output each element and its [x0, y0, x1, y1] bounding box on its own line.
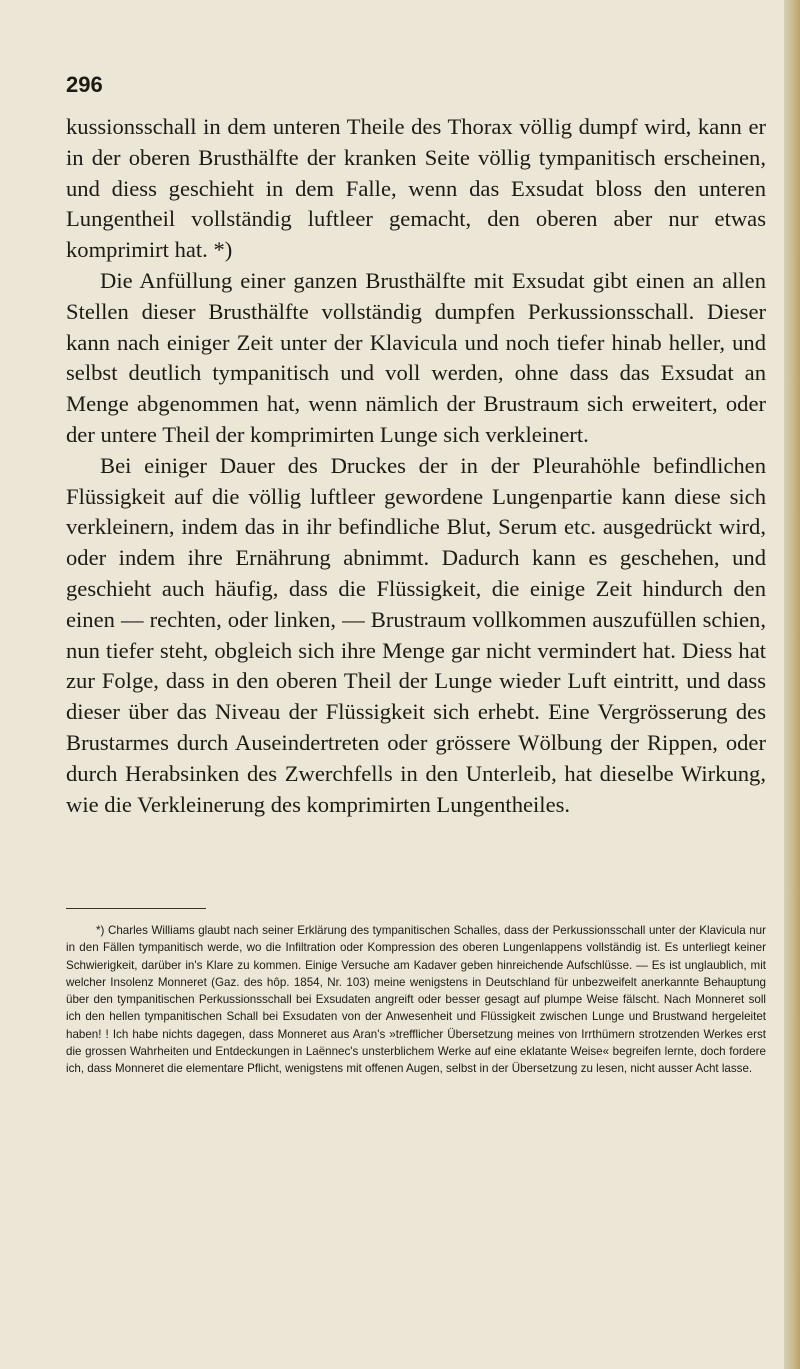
footnote: *) Charles Williams glaubt nach seiner Erklärung des tympanitischen Schalles, dass der Perkussionsschall unter der Klavicula nur in den Fällen tympanitisch werde, wo die Infiltration oder Kompression des oberen Lungenlappens vollständig ist. Es unterliegt keiner Schwierigkeit, darüber in's Klare zu kommen. Einige Versuche am Kadaver geben hinreichende Aufschlüsse. — Es ist unglaublich, mit welcher Insolenz Monneret (Gaz. des hôp. 1854, Nr. 103) meine wenigstens in Deutschland für unbezweifelt anerkannte Behauptung über den tympanitischen Perkussionsschall bei Exsudaten angreift oder besser gesagt auf plumpe Weise fälscht. Nach Monneret soll ich den hellen tympanitischen Schall bei Exsudaten von der Anwesenheit und Flüssigkeit zwischen Lunge und Brustwand hergeleitet haben! ! Ich habe nichts dagegen, dass Monneret aus Aran's »trefflicher Übersetzung meines von Irrthümern strotzenden Werkes erst die grossen Wahrheiten und Entdeckungen in Laënnec's unsterblichem Werke auf eine eklatante Weise« begreifen lernte, doch fordere ich, dass Monneret die elementare Pflicht, wenigstens mit offenen Augen, selbst in der Übersetzung zu lesen, nicht ausser Acht lasse.	[66, 924, 766, 1076]
paragraph-3: Bei einiger Dauer des Druckes der in der Pleurahöhle befindlichen Flüssigkeit auf die völlig luftleer gewordene Lungenpartie kann diese sich verkleinern, indem das in ihr befindliche Blut, Serum etc. ausgedrückt wird, oder indem ihre Ernährung abnimmt. Dadurch kann es geschehen, und geschieht auch häufig, dass die Flüssigkeit, die einige Zeit hindurch den einen — rechten, oder linken, — Brustraum vollkommen auszufüllen schien, nun tiefer steht, obgleich sich ihre Menge gar nicht vermindert hat. Diess hat zur Folge, dass in den oberen Theil der Lunge wieder Luft eintritt, und dass dieser über das Niveau der Flüssigkeit sich erhebt. Eine Vergrösserung des Brustarmes durch Auseindertreten oder grössere Wölbung der Rippen, oder durch Herabsinken des Zwerchfells in den Unterleib, hat dieselbe Wirkung, wie die Verkleinerung des komprimirten Lungentheiles.	[66, 452, 766, 817]
main-text	[66, 112, 766, 820]
page-edge	[784, 0, 800, 1369]
paragraph-2: Die Anfüllung einer ganzen Brusthälfte mit Exsudat gibt einen an allen Stellen dieser Brusthälfte vollständig dumpfen Perkussionsschall. Dieser kann nach einiger Zeit unter der Klavicula und noch tiefer hinab heller, und selbst deutlich tympanitisch und voll werden, ohne dass das Exsudat an Menge abgenommen hat, wenn nämlich der Brustraum sich erweitert, oder der untere Theil der komprimirten Lunge sich verkleinert.	[66, 267, 766, 447]
paragraph-1: kussionsschall in dem unteren Theile des Thorax völlig dumpf wird, kann er in der oberen Brusthälfte der kranken Seite völlig tympanitisch erscheinen, und diess geschieht in dem Falle, wenn das Exsudat bloss den unteren Lungentheil vollständig luftleer gemacht, den oberen aber nur etwas komprimirt hat. *)	[66, 114, 766, 263]
page-number: 296	[66, 72, 103, 97]
footnote-separator	[66, 908, 206, 909]
